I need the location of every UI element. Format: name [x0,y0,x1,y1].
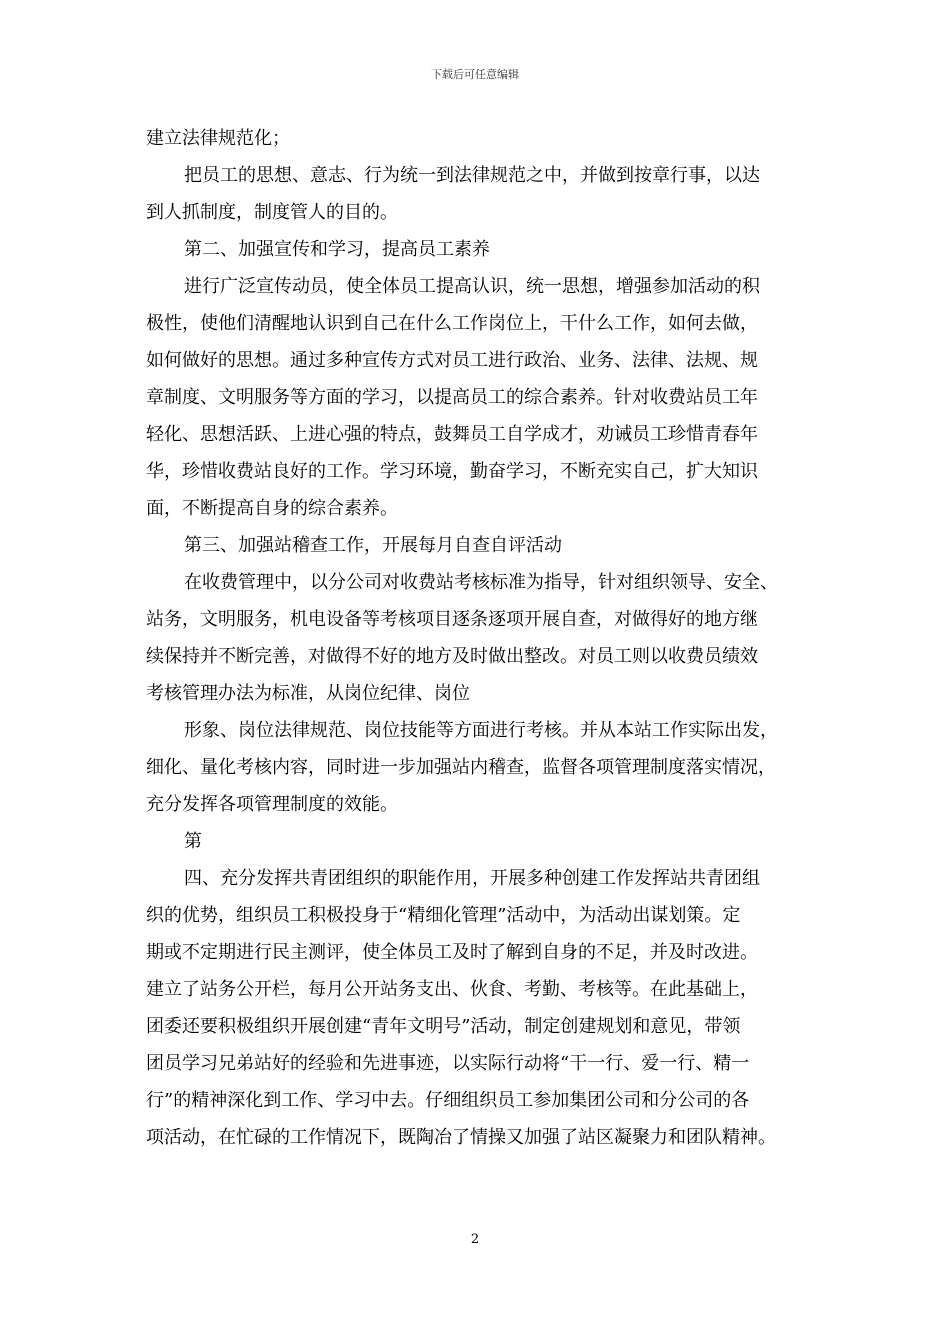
text-line: 在收费管理中，以分公司对收费站考核标准为指导，针对组织领导、安全、 [184,572,778,593]
text-line: 面，不断提高自身的综合素养。 [146,498,398,519]
section-heading: 第二、加强宣传和学习，提高员工素养 [184,239,490,260]
section-heading: 第三、加强站稽查工作，开展每月自查自评活动 [184,535,562,556]
document-body [146,120,822,1156]
text-line: 织的优势，组织员工积极投身于“精细化管理”活动中，为活动出谋划策。定 [146,905,741,926]
page-header-note: 下载后可任意编辑 [431,68,519,81]
text-line: 轻化、思想活跃、上进心强的特点，鼓舞员工自学成才，劝诫员工珍惜青春年 [146,424,758,445]
text-line: 如何做好的思想。通过多种宣传方式对员工进行政治、业务、法律、法规、规 [146,350,758,371]
text-line: 细化、量化考核内容，同时进一步加强站内稽查，监督各项管理制度落实情况， [146,757,776,778]
text-line: 建立法律规范化； [146,128,290,149]
text-line: 极性，使他们清醒地认识到自己在什么工作岗位上，干什么工作，如何去做， [146,313,758,334]
text-line: 站务，文明服务，机电设备等考核项目逐条逐项开展自查，对做得好的地方继 [146,609,758,630]
text-line: 进行广泛宣传动员，使全体员工提高认识，统一思想，增强参加活动的积 [184,276,760,297]
text-line: 第 [184,831,202,852]
text-line: 团员学习兄弟站好的经验和先进事迹，以实际行动将“干一行、爱一行、精一 [146,1053,750,1074]
text-line: 形象、岗位法律规范、岗位技能等方面进行考核。并从本站工作实际出发， [184,720,778,741]
page-number: 2 [470,1232,480,1247]
text-line: 华，珍惜收费站良好的工作。学习环境，勤奋学习，不断充实自己，扩大知识 [146,461,758,482]
text-line: 项活动，在忙碌的工作情况下，既陶冶了情操又加强了站区凝聚力和团队精神。 [146,1127,776,1148]
text-line: 团委还要积极组织开展创建“青年文明号”活动，制定创建规划和意见，带领 [146,1016,741,1037]
text-line: 期或不定期进行民主测评，使全体员工及时了解到自身的不足，并及时改进。 [146,942,758,963]
text-line: 到人抓制度，制度管人的目的。 [146,202,398,223]
text-line: 充分发挥各项管理制度的效能。 [146,794,398,815]
text-line: 章制度、文明服务等方面的学习，以提高员工的综合素养。针对收费站员工年 [146,387,758,408]
text-line: 行”的精神深化到工作、学习中去。仔细组织员工参加集团公司和分公司的各 [146,1090,750,1111]
text-line: 把员工的思想、意志、行为统一到法律规范之中，并做到按章行事，以达 [184,165,760,186]
text-line: 考核管理办法为标准，从岗位纪律、岗位 [146,683,470,704]
text-line: 建立了站务公开栏，每月公开站务支出、伙食、考勤、考核等。在此基础上， [146,979,758,1000]
text-line: 续保持并不断完善，对做得不好的地方及时做出整改。对员工则以收费员绩效 [146,646,758,667]
text-line: 四、充分发挥共青团组织的职能作用，开展多种创建工作发挥站共青团组 [184,868,760,889]
